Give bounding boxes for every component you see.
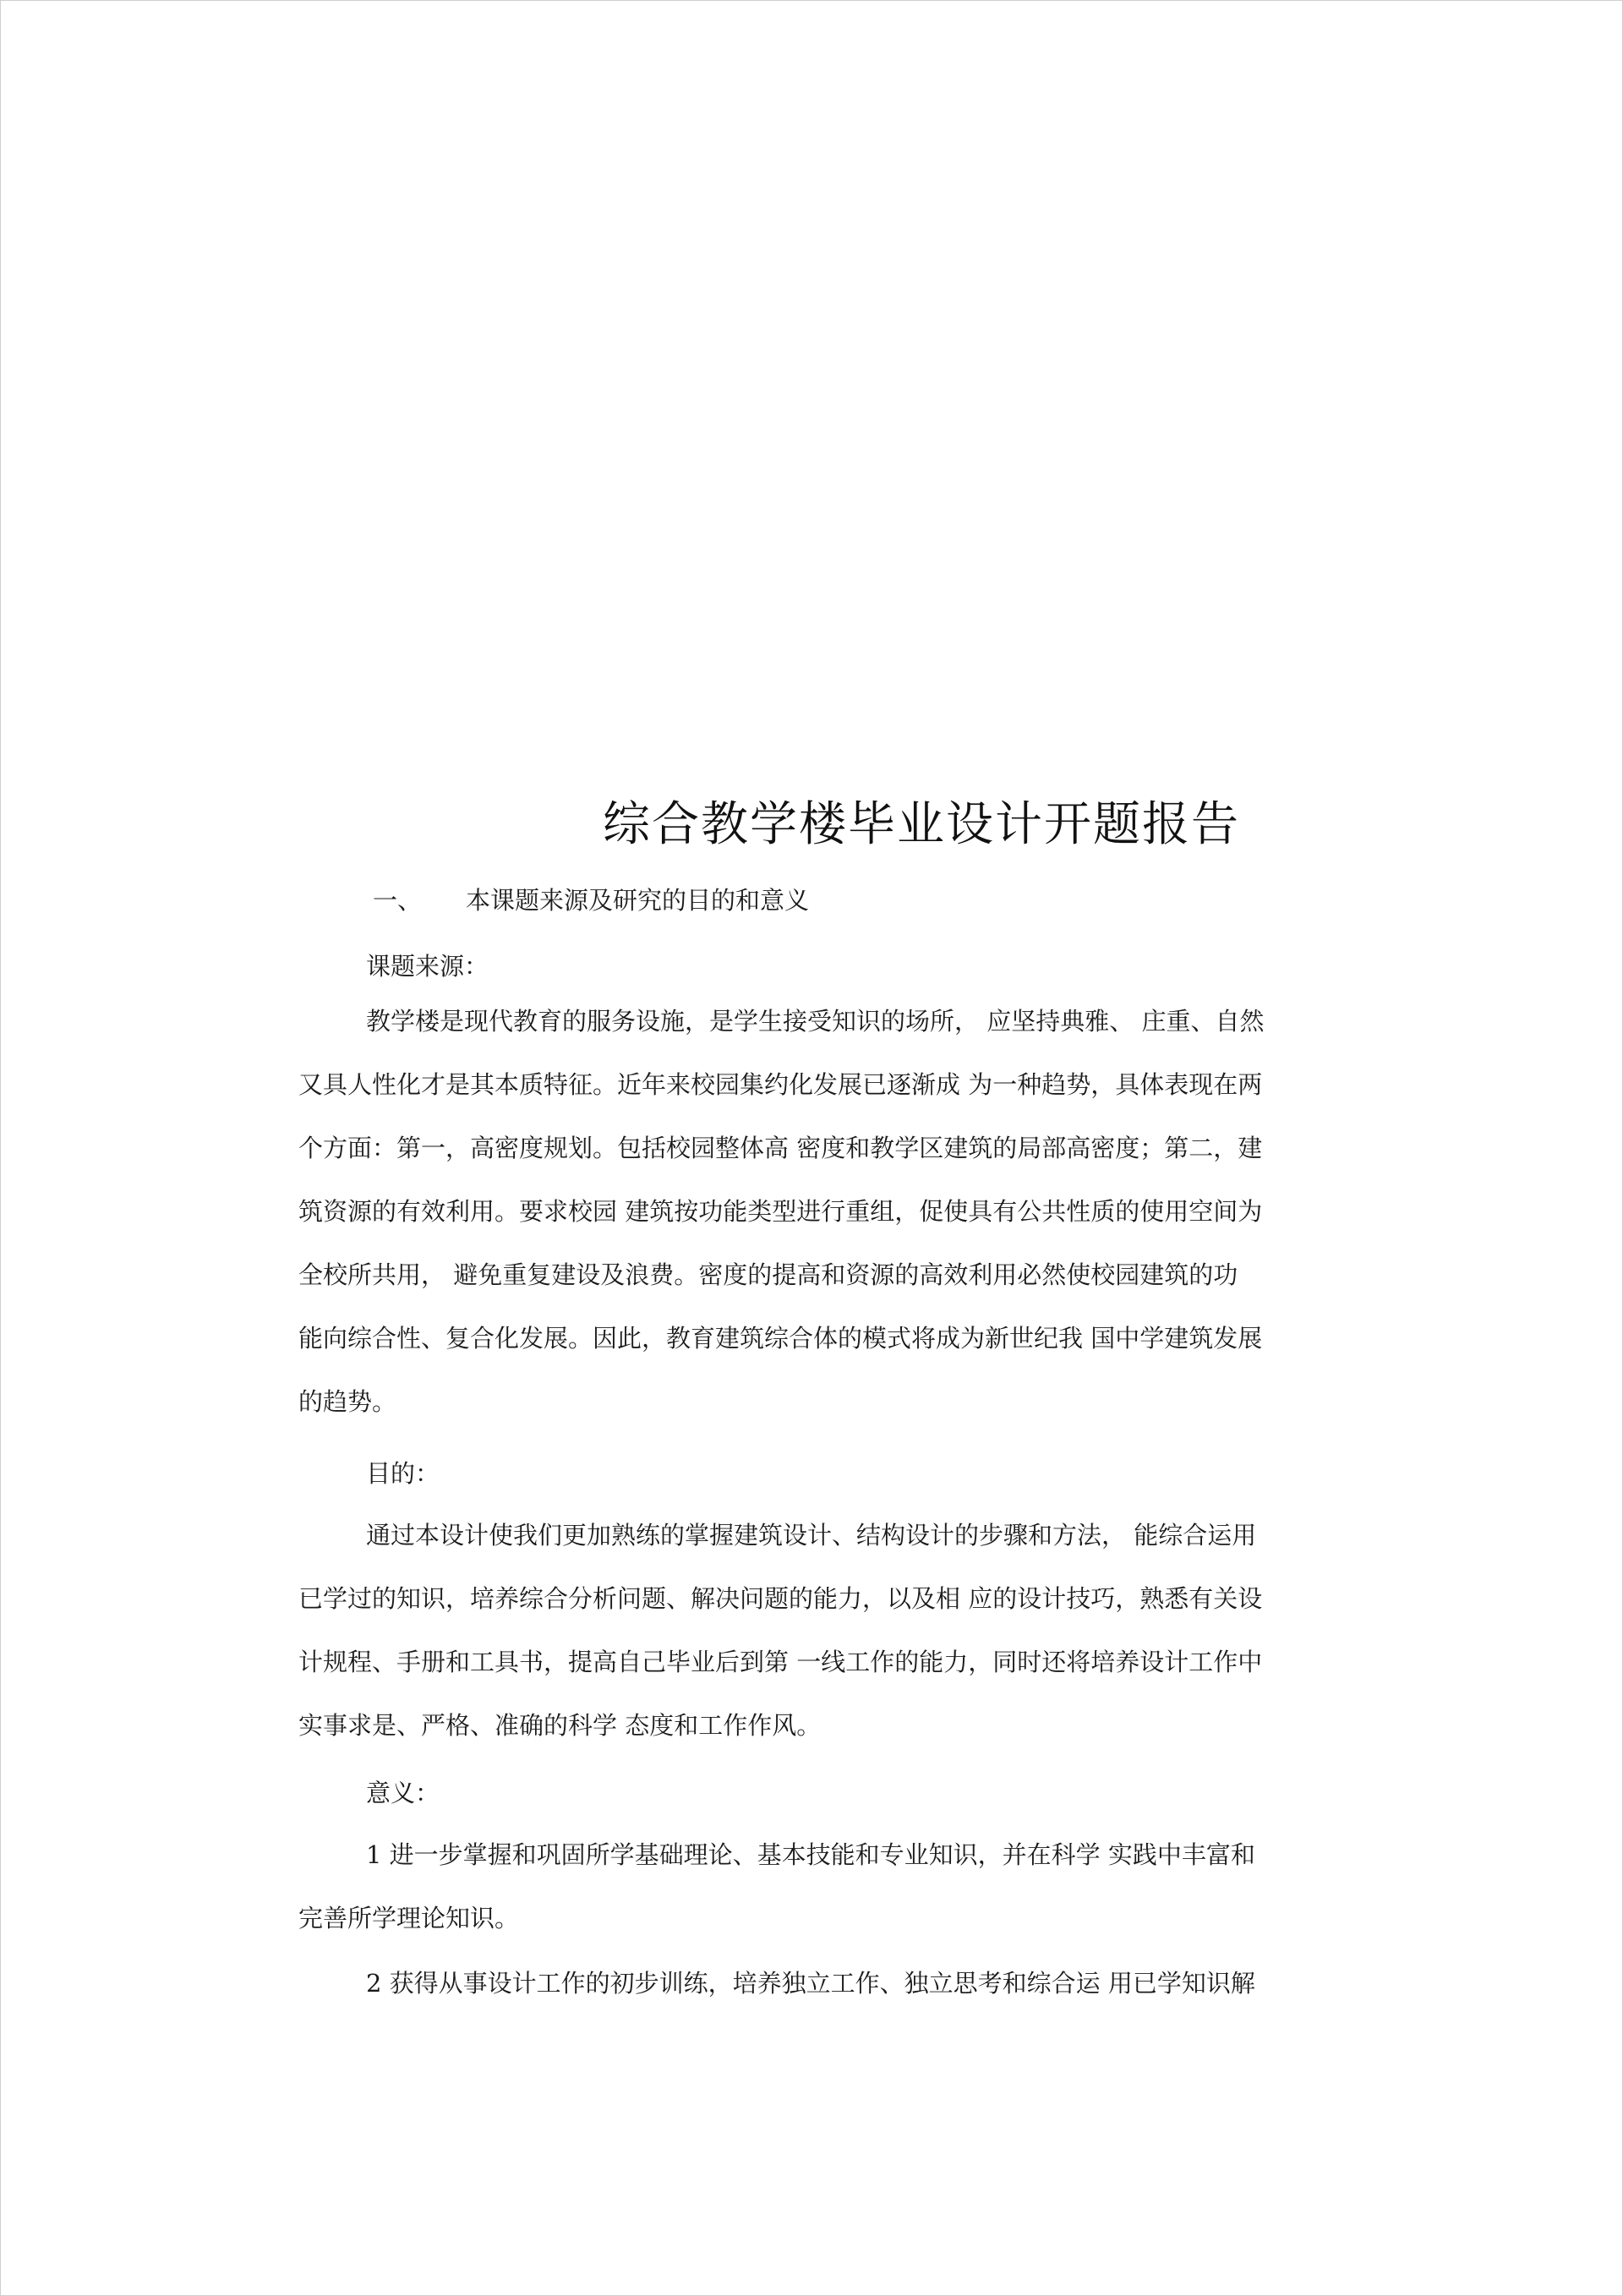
paragraph-line: 全校所共用， 避免重复建设及浪费。密度的提高和资源的高效利用必然使校园建筑的功 xyxy=(298,1260,1238,1289)
significance-item-1 xyxy=(298,1823,1369,1950)
paragraph-line: 实事求是、严格、准确的科学 态度和工作作风。 xyxy=(298,1711,822,1740)
paragraph-line: 的趋势。 xyxy=(298,1387,397,1416)
section-number: 一、 xyxy=(373,886,423,915)
paragraph-line: 教学楼是现代教育的服务设施，是学生接受知识的场所， 应坚持典雅、 庄重、自然 xyxy=(366,1007,1265,1036)
significance-item-2 xyxy=(298,1952,1369,2015)
source-label: 课题来源： xyxy=(366,952,489,981)
paragraph-line: 计规程、手册和工具书，提高自己毕业后到第 一线工作的能力，同时还将培养设计工作中 xyxy=(298,1648,1263,1676)
paragraph-line: 2 获得从事设计工作的初步训练，培养独立工作、独立思考和综合运 用已学知识解 xyxy=(366,1969,1255,1998)
page-title: 综合教学楼毕业设计开题报告 xyxy=(603,797,1240,852)
paragraph-line: 已学过的知识，培养综合分析问题、解决问题的能力，以及相 应的设计技巧，熟悉有关设 xyxy=(298,1584,1263,1613)
paragraph-line: 通过本设计使我们更加熟练的掌握建筑设计、结构设计的步骤和方法， 能综合运用 xyxy=(366,1521,1257,1550)
purpose-paragraph xyxy=(298,1504,1369,1758)
section-heading-text: 本课题来源及研究的目的和意义 xyxy=(466,886,810,915)
purpose-label: 目的： xyxy=(366,1459,440,1488)
paragraph-line: 完善所学理论知识。 xyxy=(298,1904,520,1932)
paragraph-line: 能向综合性、复合化发展。因此，教育建筑综合体的模式将成为新世纪我 国中学建筑发展 xyxy=(298,1324,1263,1353)
section-heading xyxy=(373,882,809,916)
paragraph-line: 又具人性化才是其本质特征。近年来校园集约化发展已逐渐成 为一种趋势，具体表现在两 xyxy=(298,1070,1263,1099)
significance-label: 意义： xyxy=(366,1779,440,1807)
paragraph-line: 个方面：第一，高密度规划。包括校园整体高 密度和教学区建筑的局部高密度；第二，建 xyxy=(298,1134,1263,1162)
paragraph-line: 1 进一步掌握和巩固所学基础理论、基本技能和专业知识，并在科学 实践中丰富和 xyxy=(366,1840,1255,1869)
paragraph-line: 筑资源的有效利用。要求校园 建筑按功能类型进行重组，促使具有公共性质的使用空间为 xyxy=(298,1197,1263,1226)
source-paragraph xyxy=(298,990,1369,1434)
